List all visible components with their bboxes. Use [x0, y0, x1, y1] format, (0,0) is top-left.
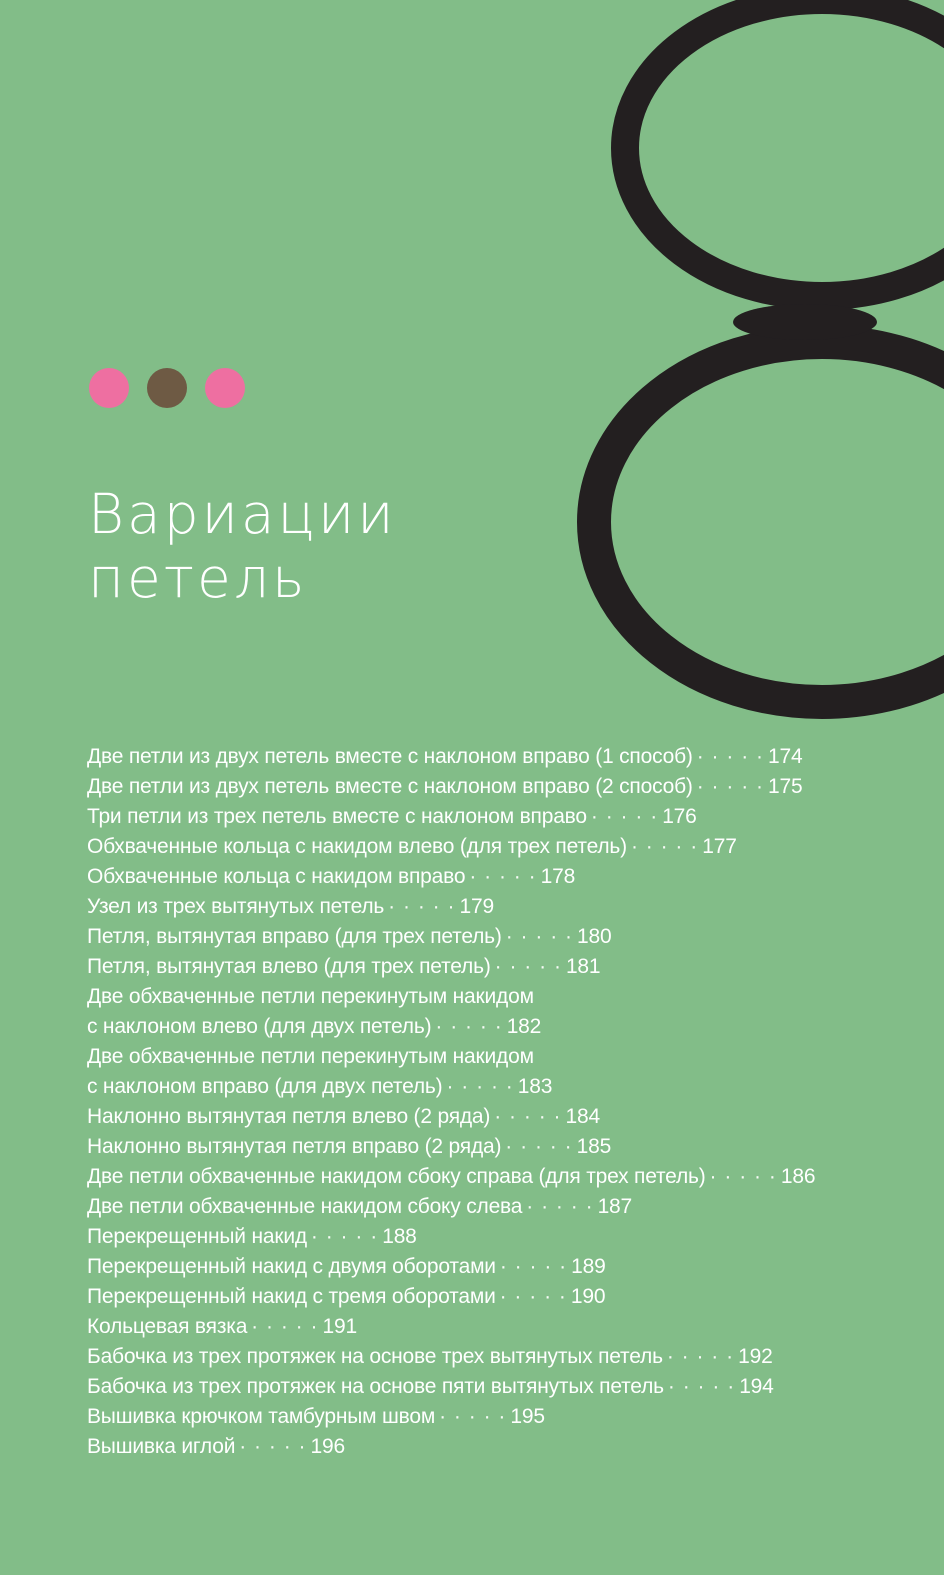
toc-entry-line	[87, 802, 815, 832]
toc-page-number: 174	[768, 745, 803, 768]
toc-page-number: 184	[565, 1105, 600, 1128]
toc-page-number: 192	[738, 1345, 773, 1368]
toc-leader-dots: · · · · ·	[709, 1165, 777, 1188]
toc-entry	[87, 1192, 815, 1222]
toc-entry-line	[87, 1012, 815, 1042]
toc-page-number: 185	[576, 1135, 612, 1158]
toc-entry-line	[87, 1192, 815, 1222]
toc-page-number: 182	[506, 1015, 542, 1038]
toc-leader-dots: · · · · ·	[696, 775, 765, 798]
toc-entry-title: Перекрещенный накид с двумя оборотами	[87, 1255, 496, 1278]
toc-entry-line	[87, 1312, 815, 1342]
toc-page-number: 188	[382, 1225, 417, 1248]
toc-entry-title: Петля, вытянутая вправо (для трех петель)	[87, 925, 502, 948]
toc-entry-title: Две петли из двух петель вместе с наклоном вправо (2 способ)	[87, 775, 693, 798]
toc-page-number: 187	[597, 1195, 633, 1218]
toc-page-number: 178	[540, 865, 576, 888]
toc-entry-line	[87, 922, 815, 952]
dot-1	[89, 368, 129, 408]
decorative-dots	[89, 368, 245, 408]
toc-entry-title: Обхваченные кольца с накидом вправо	[87, 865, 466, 888]
toc-entry-line	[87, 742, 815, 772]
toc-page-number: 189	[571, 1255, 606, 1278]
toc-entry-title: Вышивка иглой	[87, 1435, 236, 1458]
toc-entry-title: Кольцевая вязка	[87, 1315, 248, 1338]
toc-entry-title: Две петли из двух петель вместе с наклоном вправо (1 способ)	[87, 745, 693, 768]
toc-entry-line	[87, 772, 815, 802]
table-of-contents	[87, 742, 815, 1462]
toc-entry	[87, 802, 815, 832]
toc-leader-dots: · · · · ·	[435, 1015, 503, 1038]
toc-entry-title: Бабочка из трех протяжек на основе трех вытянутых петель	[87, 1345, 663, 1368]
toc-page-number: 176	[662, 805, 697, 828]
toc-page-number: 177	[702, 835, 737, 858]
toc-page-number: 175	[768, 775, 803, 798]
toc-entry-title: Наклонно вытянутая петля влево (2 ряда)	[87, 1105, 491, 1128]
toc-leader-dots: · · · · ·	[590, 805, 659, 828]
toc-entry	[87, 1312, 815, 1342]
toc-entry-title: Узел из трех вытянутых петель	[87, 895, 385, 918]
toc-entry-line	[87, 1042, 815, 1072]
toc-entry	[87, 1342, 815, 1372]
toc-entry-line	[87, 952, 815, 982]
toc-page-number: 196	[310, 1435, 345, 1458]
toc-entry	[87, 1162, 815, 1192]
toc-page-number: 191	[322, 1315, 357, 1338]
toc-entry-title: Две петли обхваченные накидом сбоку справа (для трех петель)	[87, 1165, 706, 1188]
toc-leader-dots: · · · · ·	[494, 955, 562, 978]
toc-entry-line	[87, 892, 815, 922]
toc-entry-line	[87, 1282, 815, 1312]
chapter-title-line-2: петель	[88, 546, 308, 610]
toc-leader-dots: · · · · ·	[499, 1285, 567, 1308]
toc-entry	[87, 772, 815, 802]
toc-entry-title: Вышивка крючком тамбурным швом	[87, 1405, 436, 1428]
toc-page-number: 180	[577, 925, 612, 948]
toc-page-number: 195	[510, 1405, 545, 1428]
toc-entry	[87, 1282, 815, 1312]
chapter-title-line-1: Вариации	[88, 482, 397, 546]
toc-leader-dots: · · · · ·	[469, 865, 537, 888]
toc-leader-dots: · · · · ·	[239, 1435, 307, 1458]
toc-leader-dots: · · · · ·	[310, 1225, 379, 1248]
toc-leader-dots: · · · · ·	[439, 1405, 507, 1428]
toc-entry-title: Две обхваченные петли перекинутым накидом	[87, 1045, 534, 1068]
toc-entry-line	[87, 1432, 815, 1462]
toc-entry-line	[87, 1132, 815, 1162]
toc-leader-dots: · · · · ·	[505, 925, 574, 948]
toc-leader-dots: · · · · ·	[494, 1105, 562, 1128]
toc-leader-dots: · · · · ·	[696, 745, 765, 768]
toc-entry-line	[87, 1402, 815, 1432]
dot-3	[205, 368, 245, 408]
toc-page-number: 186	[780, 1165, 816, 1188]
numeral-waist	[733, 304, 877, 340]
toc-entry	[87, 922, 815, 952]
toc-entry-line	[87, 1102, 815, 1132]
toc-entry	[87, 952, 815, 982]
toc-page-number: 190	[570, 1285, 606, 1308]
toc-leader-dots: · · · · ·	[446, 1075, 514, 1098]
toc-entry-title: Наклонно вытянутая петля вправо (2 ряда)	[87, 1135, 502, 1158]
dot-2	[147, 368, 187, 408]
numeral-upper-loop	[625, 0, 944, 296]
toc-entry	[87, 892, 815, 922]
toc-entry-line	[87, 1072, 815, 1102]
toc-leader-dots: · · · · ·	[666, 1345, 735, 1368]
toc-entry	[87, 862, 815, 892]
toc-entry	[87, 1042, 815, 1102]
toc-entry-title: Бабочка из трех протяжек на основе пяти вытянутых петель	[87, 1375, 664, 1398]
toc-leader-dots: · · · · ·	[526, 1195, 594, 1218]
toc-leader-dots: · · · · ·	[667, 1375, 736, 1398]
toc-entry	[87, 1132, 815, 1162]
toc-page-number: 183	[517, 1075, 553, 1098]
toc-entry	[87, 1402, 815, 1432]
toc-entry	[87, 982, 815, 1042]
toc-leader-dots: · · · · ·	[505, 1135, 573, 1158]
toc-leader-dots: · · · · ·	[630, 835, 699, 858]
toc-entry	[87, 1102, 815, 1132]
toc-entry-line	[87, 1162, 815, 1192]
toc-entry-line	[87, 982, 815, 1012]
toc-entry	[87, 742, 815, 772]
chapter-title	[88, 482, 396, 610]
toc-entry	[87, 1222, 815, 1252]
toc-entry-line	[87, 832, 815, 862]
toc-entry	[87, 1252, 815, 1282]
toc-entry-title: с наклоном вправо (для двух петель)	[87, 1075, 443, 1098]
toc-leader-dots: · · · · ·	[499, 1255, 568, 1278]
toc-entry-title: с наклоном влево (для двух петель)	[87, 1015, 432, 1038]
toc-entry-title: Перекрещенный накид	[87, 1225, 307, 1248]
toc-entry-title: Перекрещенный накид с тремя оборотами	[87, 1285, 496, 1308]
toc-entry-title: Две обхваченные петли перекинутым накидом	[87, 985, 534, 1008]
numeral-lower-loop	[594, 342, 944, 702]
toc-entry-line	[87, 1222, 815, 1252]
toc-leader-dots: · · · · ·	[251, 1315, 319, 1338]
toc-entry-line	[87, 1342, 815, 1372]
toc-page-number: 181	[565, 955, 601, 978]
toc-entry-title: Три петли из трех петель вместе с наклоном вправо	[87, 805, 587, 828]
toc-entry-title: Петля, вытянутая влево (для трех петель)	[87, 955, 491, 978]
toc-entry-title: Обхваченные кольца с накидом влево (для трех петель)	[87, 835, 627, 858]
toc-entry-line	[87, 1372, 815, 1402]
toc-page-number: 194	[739, 1375, 774, 1398]
toc-entry	[87, 832, 815, 862]
toc-entry	[87, 1372, 815, 1402]
toc-entry-line	[87, 862, 815, 892]
toc-entry-line	[87, 1252, 815, 1282]
toc-leader-dots: · · · · ·	[388, 895, 456, 918]
toc-entry	[87, 1432, 815, 1462]
toc-page-number: 179	[459, 895, 494, 918]
toc-entry-title: Две петли обхваченные накидом сбоку слева	[87, 1195, 523, 1218]
